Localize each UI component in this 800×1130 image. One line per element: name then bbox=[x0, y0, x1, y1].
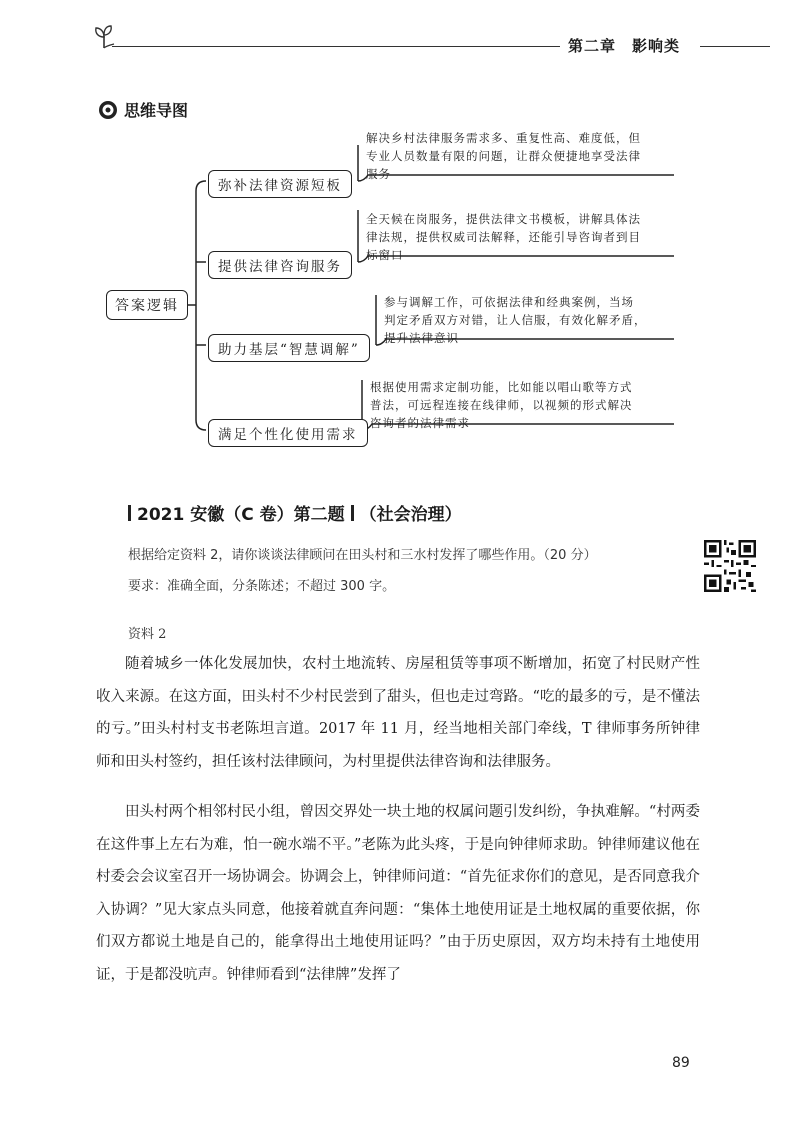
mindmap-detail-2 bbox=[366, 210, 641, 264]
mindmap-heading-text: 思维导图 bbox=[124, 101, 189, 120]
mindmap-detail-3-line-2: 判定矛盾双方对错，让人信服，有效化解矛盾， bbox=[384, 313, 647, 327]
mindmap-detail-1-line-2: 专业人员数量有限的问题，让群众便捷地享受法律 bbox=[366, 149, 641, 163]
material-label: 资料 2 bbox=[128, 627, 167, 642]
header-rule-left bbox=[112, 46, 560, 47]
mindmap-detail-3 bbox=[384, 293, 647, 347]
mindmap-badge-icon bbox=[98, 100, 118, 120]
mindmap-root: 答案逻辑 bbox=[106, 290, 188, 320]
question-prompt: 根据给定资料 2，请你谈谈法律顾问在田头村和三水村发挥了哪些作用。（20 分） bbox=[128, 548, 597, 563]
mindmap-detail-1-line-1: 解决乡村法律服务需求多、重复性高、难度低，但 bbox=[366, 131, 641, 145]
heading-bar-right bbox=[351, 505, 354, 521]
mindmap-branch-1: 弥补法律资源短板 bbox=[208, 170, 352, 198]
mindmap-branch-4: 满足个性化使用需求 bbox=[208, 419, 368, 447]
mindmap-detail-1-line-3: 服务 bbox=[366, 167, 391, 181]
mindmap-branch-2: 提供法律咨询服务 bbox=[208, 251, 352, 279]
mindmap-detail-4-line-1: 根据使用需求定制功能，比如能以唱山歌等方式 bbox=[370, 380, 633, 394]
material-paragraph-2: 田头村两个相邻村民小组，曾因交界处一块土地的权属问题引发纠纷，争执难解。“村两委在这件事上左右为难，怕一碗水端不平。”老陈为此头疼，于是向钟律师求助。钟律师建议他在村委会会议室召开一场协调会。协调会上，钟律师问道：“首先征求你们的意见，是否同意我介入协调？”见大家点头同意，他接着就直奔问题：“集体土地使用证是土地权属的重要依据，你们双方都说土地是自己的，能拿得出土地使用证吗？”由于历史原因，双方均未持有土地使用证，于是都没吭声。钟律师看到“法律牌”发挥了 bbox=[96, 804, 700, 983]
material-body bbox=[96, 648, 700, 991]
mind-map bbox=[100, 125, 700, 455]
page-number: 89 bbox=[672, 1055, 690, 1071]
question-title: 2021 安徽（C 卷）第二题 bbox=[137, 505, 345, 525]
question-requirement: 要求：准确全面，分条陈述；不超过 300 字。 bbox=[128, 579, 396, 594]
mindmap-detail-2-line-2: 律法规，提供权威司法解释，还能引导咨询者到目 bbox=[366, 230, 641, 244]
mindmap-detail-4 bbox=[370, 378, 633, 432]
qr-code-icon[interactable] bbox=[704, 540, 756, 592]
chapter-title: 第二章 影响类 bbox=[568, 37, 681, 55]
mindmap-branch-3: 助力基层“智慧调解” bbox=[208, 334, 370, 362]
header-rule-right bbox=[700, 46, 770, 47]
question-tag: （社会治理） bbox=[359, 505, 462, 525]
heading-bar-left bbox=[128, 505, 131, 521]
material-paragraph-1: 随着城乡一体化发展加快，农村土地流转、房屋租赁等事项不断增加，拓宽了村民财产性收入来源。在这方面，田头村不少村民尝到了甜头，但也走过弯路。“吃的最多的亏，是不懂法的亏。”田头村村支书老陈坦言道。2017 年 11 月，经当地相关部门牵线，T 律师事务所钟律师和田头村签约，担任该村法律顾问，为村里提供法律咨询和法律服务。 bbox=[96, 656, 700, 770]
mindmap-detail-3-line-3: 提升法律意识 bbox=[384, 331, 459, 345]
mindmap-detail-2-line-1: 全天候在岗服务，提供法律文书模板，讲解具体法 bbox=[366, 212, 641, 226]
question-heading bbox=[128, 500, 462, 525]
mindmap-detail-4-line-3: 咨询者的法律需求 bbox=[370, 416, 470, 430]
mindmap-detail-4-line-2: 普法，可远程连接在线律师，以视频的形式解决 bbox=[370, 398, 633, 412]
mindmap-detail-2-line-3: 标窗口 bbox=[366, 248, 404, 262]
mindmap-detail-3-line-1: 参与调解工作，可依据法律和经典案例，当场 bbox=[384, 295, 634, 309]
mindmap-heading bbox=[98, 98, 188, 121]
mindmap-detail-1 bbox=[366, 129, 641, 183]
